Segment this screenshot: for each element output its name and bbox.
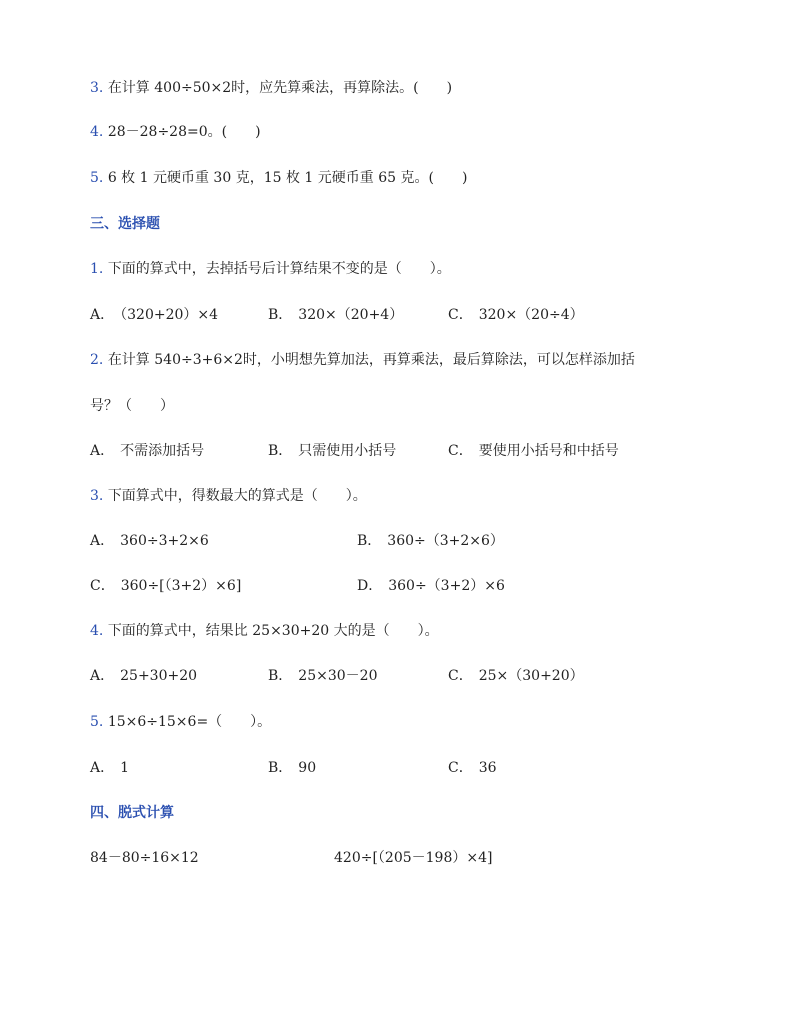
item-number: 3. [90, 80, 104, 96]
question-1 [90, 259, 451, 279]
option-text: 320×（20÷4） [478, 307, 584, 323]
item-text: 6 枚 1 元硬币重 30 克，15 枚 1 元硬币重 65 克。( ) [107, 170, 468, 186]
option-text: 320×（20+4） [298, 307, 404, 323]
q3-option-c [90, 576, 241, 596]
question-text: 下面算式中，得数最大的算式是（ ）。 [107, 488, 367, 504]
option-letter: B． [268, 307, 293, 323]
option-letter: C． [448, 443, 473, 459]
option-text: 要使用小括号和中括号 [478, 443, 619, 459]
option-text: 90 [298, 760, 317, 776]
option-text: 25+30+20 [120, 668, 198, 684]
option-letter: C． [448, 307, 473, 323]
section-heading-choice: 三、选择题 [90, 216, 160, 232]
option-letter: A． [90, 760, 115, 776]
item-text: 28－28÷28=0。( ) [107, 124, 261, 140]
q3-option-b [357, 531, 504, 551]
q4-option-a [90, 666, 197, 686]
item-number: 4. [90, 124, 104, 140]
option-letter: C． [90, 578, 115, 594]
item-number: 5. [90, 170, 104, 186]
q5-option-b [268, 758, 316, 778]
calculation-2: 420÷[（205－198）×4] [334, 850, 493, 866]
q4-option-c [448, 666, 584, 686]
option-text: 只需使用小括号 [298, 443, 397, 459]
q4-option-b [268, 666, 377, 686]
question-2 [90, 350, 635, 370]
item-text: 在计算 400÷50×2时，应先算乘法，再算除法。( ) [107, 80, 453, 96]
q5-option-a [90, 758, 129, 778]
option-letter: D． [357, 578, 383, 594]
option-text: （320+20）×4 [120, 307, 219, 323]
option-text: 25×30－20 [298, 668, 378, 684]
option-text: 1 [120, 760, 130, 776]
option-letter: B． [357, 533, 382, 549]
question-number: 3. [90, 488, 104, 504]
q3-option-a [90, 531, 209, 551]
option-text: 360÷（3+2×6） [387, 533, 504, 549]
question-text: 下面的算式中，去掉括号后计算结果不变的是（ ）。 [107, 261, 451, 277]
judgement-item-3 [90, 78, 452, 98]
q2-option-c [448, 441, 619, 461]
question-number: 4. [90, 623, 104, 639]
question-text: 下面的算式中，结果比 25×30+20 大的是（ ）。 [107, 623, 439, 639]
question-2-continued: 号？（ ） [90, 398, 174, 414]
q1-option-c [448, 305, 584, 325]
q2-option-b [268, 441, 396, 461]
question-number: 1. [90, 261, 104, 277]
question-text: 在计算 540÷3+6×2时，小明想先算加法，再算乘法，最后算除法，可以怎样添加括 [107, 352, 635, 368]
q5-option-c [448, 758, 497, 778]
option-letter: B． [268, 668, 293, 684]
option-letter: A． [90, 307, 115, 323]
option-text: 360÷（3+2）×6 [388, 578, 505, 594]
question-text: 15×6÷15×6=（ ）。 [107, 714, 272, 730]
option-text: 360÷[（3+2）×6] [120, 578, 242, 594]
option-letter: B． [268, 443, 293, 459]
option-letter: C． [448, 668, 473, 684]
question-number: 2. [90, 352, 104, 368]
question-3 [90, 486, 367, 506]
option-text: 360÷3+2×6 [120, 533, 209, 549]
option-letter: A． [90, 443, 115, 459]
question-4 [90, 621, 439, 641]
q2-option-a [90, 441, 204, 461]
option-letter: A． [90, 533, 115, 549]
option-text: 36 [478, 760, 497, 776]
q3-option-d [357, 576, 505, 596]
question-5 [90, 712, 271, 732]
option-letter: A． [90, 668, 115, 684]
judgement-item-5 [90, 168, 467, 188]
option-letter: C． [448, 760, 473, 776]
option-text: 25×（30+20） [478, 668, 584, 684]
q1-option-b [268, 305, 403, 325]
option-letter: B． [268, 760, 293, 776]
calculation-1: 84－80÷16×12 [90, 850, 199, 866]
q1-option-a [90, 305, 218, 325]
question-number: 5. [90, 714, 104, 730]
judgement-item-4 [90, 122, 261, 142]
section-heading-calculation: 四、脱式计算 [90, 805, 174, 821]
option-text: 不需添加括号 [120, 443, 205, 459]
